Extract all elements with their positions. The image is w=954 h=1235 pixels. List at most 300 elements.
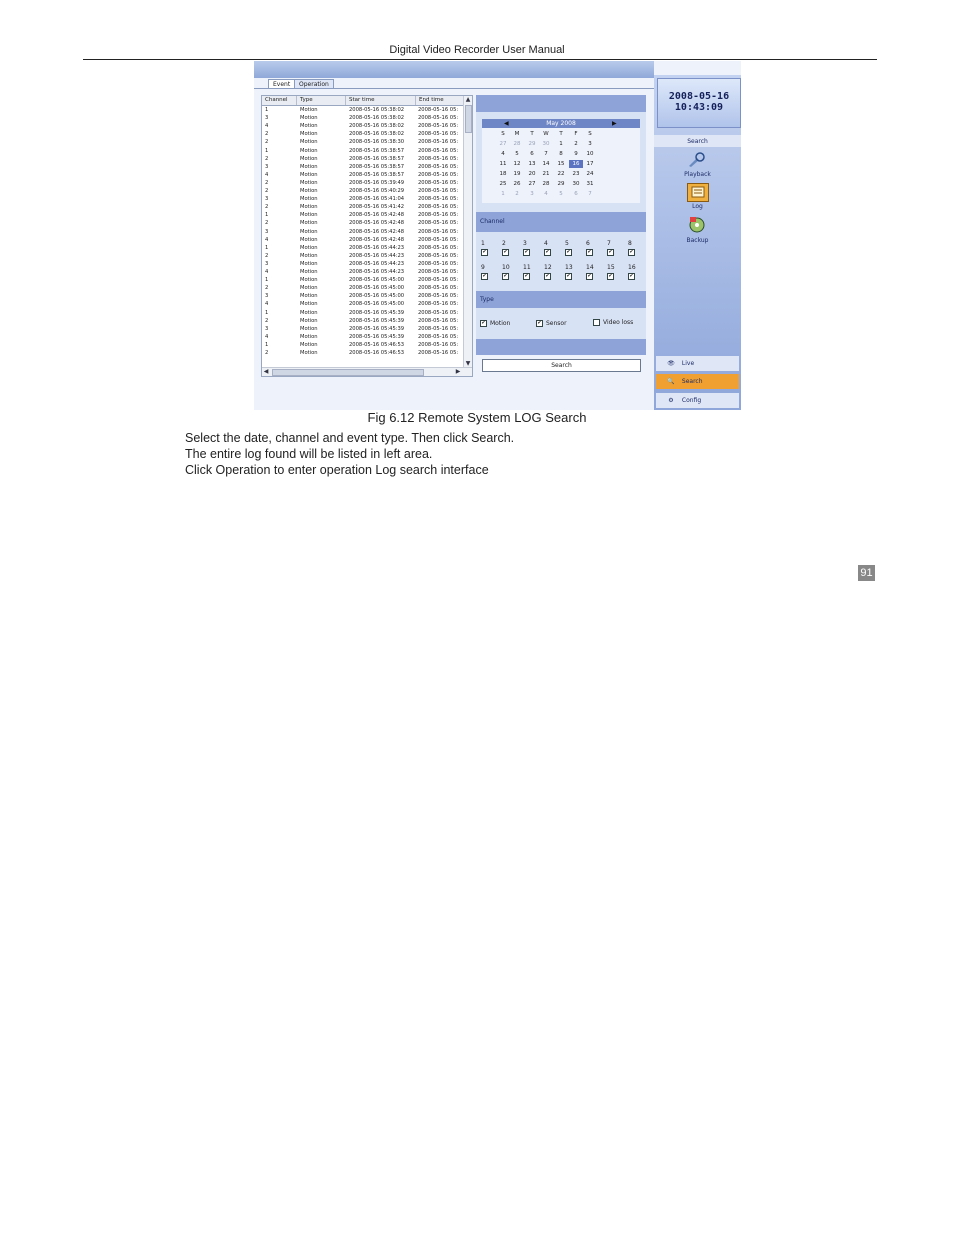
- type-section-label: Type: [480, 296, 494, 303]
- channel-checkbox[interactable]: ✔: [629, 249, 634, 255]
- cell-start-time: 2008-05-16 05:38:57: [349, 171, 405, 178]
- calendar-day[interactable]: 3: [588, 141, 592, 147]
- cell-end-time: 2008-05-16 05:: [418, 293, 459, 300]
- channel-checkbox[interactable]: ✔: [545, 273, 550, 279]
- filter-footer-bar: [476, 339, 646, 355]
- cell-end-time: 2008-05-16 05:: [418, 179, 459, 186]
- clock-display: [657, 78, 741, 128]
- channel-checkbox[interactable]: ✔: [524, 273, 529, 279]
- channel-checkbox[interactable]: ✔: [587, 249, 592, 255]
- channel-header-bar: [476, 212, 646, 232]
- table-row[interactable]: [262, 106, 464, 114]
- cell-type: Motion: [300, 171, 318, 178]
- cell-type: Motion: [300, 139, 318, 146]
- weekday-header: S: [588, 131, 592, 137]
- cell-type: Motion: [300, 333, 318, 340]
- column-header-start-time[interactable]: Star time: [346, 96, 416, 105]
- calendar-month-label: May 2008: [482, 119, 640, 128]
- channel-number: 10: [502, 264, 510, 271]
- cell-channel: 4: [265, 171, 269, 178]
- log-table: [261, 95, 473, 377]
- cell-channel: 2: [265, 285, 269, 292]
- cell-channel: 2: [265, 252, 269, 259]
- cell-channel: 2: [265, 155, 269, 162]
- weekday-header: S: [501, 131, 505, 137]
- cell-type: Motion: [300, 196, 318, 203]
- channel-checkbox[interactable]: ✔: [587, 273, 592, 279]
- cell-start-time: 2008-05-16 05:38:57: [349, 155, 405, 162]
- table-row[interactable]: [262, 195, 464, 203]
- channel-number: 5: [565, 240, 569, 247]
- cell-type: Motion: [300, 285, 318, 292]
- table-row[interactable]: [262, 284, 464, 292]
- cell-end-time: 2008-05-16 05:: [418, 228, 459, 235]
- cell-end-time: 2008-05-16 05:: [418, 350, 459, 356]
- scroll-up-icon[interactable]: ▲: [465, 96, 471, 103]
- cell-type: Motion: [300, 350, 318, 356]
- channel-number: 4: [544, 240, 548, 247]
- cell-channel: 1: [265, 107, 269, 113]
- column-header-channel[interactable]: Channel: [262, 96, 297, 105]
- cell-type: Motion: [300, 244, 318, 251]
- cell-end-time: 2008-05-16 05:: [418, 269, 459, 275]
- channel-checkbox[interactable]: ✔: [503, 273, 508, 279]
- cell-start-time: 2008-05-16 05:45:39: [349, 317, 405, 324]
- table-row[interactable]: [262, 317, 464, 325]
- channel-checkbox[interactable]: ✔: [566, 273, 571, 279]
- eye-icon: 👁: [667, 360, 675, 367]
- cell-channel: 3: [265, 325, 269, 332]
- cell-end-time: 2008-05-16 05:: [418, 252, 459, 259]
- weekday-header: W: [543, 131, 549, 137]
- calendar-day[interactable]: 4: [501, 151, 505, 157]
- table-row[interactable]: [262, 325, 464, 333]
- channel-number: 3: [523, 240, 527, 247]
- channel-number: 16: [628, 264, 636, 271]
- log-search-button[interactable]: Search: [482, 359, 641, 372]
- cell-channel: 2: [265, 131, 269, 138]
- cell-channel: 1: [265, 147, 269, 154]
- cell-channel: 4: [265, 236, 269, 243]
- calendar-day[interactable]: 1: [501, 191, 505, 197]
- cell-type: Motion: [300, 163, 318, 170]
- cell-end-time: 2008-05-16 05:: [418, 333, 459, 340]
- channel-checkbox[interactable]: ✔: [608, 249, 613, 255]
- motion-label: Motion: [490, 320, 511, 327]
- gear-icon: ⚙: [668, 397, 674, 404]
- cell-end-time: 2008-05-16 05:: [418, 309, 459, 316]
- live-button[interactable]: [656, 356, 739, 371]
- table-row[interactable]: [262, 276, 464, 284]
- table-row[interactable]: [262, 130, 464, 138]
- cell-type: Motion: [300, 236, 318, 243]
- table-row[interactable]: [262, 228, 464, 236]
- channel-section-label: Channel: [480, 218, 505, 225]
- remote-log-search-screenshot: [254, 61, 741, 410]
- cell-type: Motion: [300, 131, 318, 138]
- backup-icon[interactable]: [687, 216, 707, 233]
- calendar-day[interactable]: 9: [574, 151, 578, 157]
- cell-channel: 3: [265, 196, 269, 203]
- table-row[interactable]: [262, 179, 464, 187]
- table-row[interactable]: [262, 114, 464, 122]
- cell-start-time: 2008-05-16 05:44:23: [349, 252, 405, 259]
- config-button[interactable]: [656, 393, 739, 408]
- cell-channel: 4: [265, 123, 269, 130]
- cell-end-time: 2008-05-16 05:: [418, 285, 459, 292]
- calendar-day[interactable]: 21: [542, 171, 550, 177]
- filter-panel: [476, 95, 646, 355]
- calendar-day[interactable]: 1: [559, 141, 563, 147]
- horizontal-scrollbar[interactable]: [262, 367, 472, 376]
- cell-end-time: 2008-05-16 05:: [418, 204, 459, 211]
- cell-start-time: 2008-05-16 05:38:02: [349, 107, 405, 113]
- page-header-title: Digital Video Recorder User Manual: [389, 44, 565, 56]
- calendar-day[interactable]: 13: [528, 161, 536, 167]
- cell-start-time: 2008-05-16 05:38:02: [349, 115, 405, 122]
- hscroll-thumb[interactable]: [272, 369, 424, 376]
- cell-channel: 4: [265, 301, 269, 308]
- table-row[interactable]: [262, 333, 464, 341]
- prev-month-icon[interactable]: ◀: [504, 120, 509, 127]
- cell-channel: 2: [265, 317, 269, 324]
- calendar-day[interactable]: 25: [499, 181, 507, 187]
- calendar-day[interactable]: 18: [499, 171, 507, 177]
- vertical-scrollbar[interactable]: [463, 96, 472, 368]
- scroll-right-icon[interactable]: ▶: [455, 368, 461, 375]
- cell-start-time: 2008-05-16 05:46:53: [349, 341, 405, 348]
- calendar-day[interactable]: 11: [499, 161, 507, 167]
- type-header-bar: [476, 291, 646, 308]
- channel-checkbox[interactable]: ✔: [566, 249, 571, 255]
- channel-number: 9: [481, 264, 485, 271]
- log-table-header: [262, 96, 472, 106]
- calendar-day[interactable]: 6: [530, 151, 534, 157]
- weekday-header: T: [530, 131, 534, 137]
- cell-end-time: 2008-05-16 05:: [418, 301, 459, 308]
- cell-end-time: 2008-05-16 05:: [418, 341, 459, 348]
- video-loss-checkbox[interactable]: [593, 319, 600, 326]
- sensor-label: Sensor: [546, 320, 567, 327]
- next-month-icon[interactable]: ▶: [612, 120, 617, 127]
- live-button-label: Live: [681, 360, 695, 367]
- cell-end-time: 2008-05-16 05:: [418, 220, 459, 227]
- motion-checkbox[interactable]: ✔: [481, 320, 486, 326]
- cell-type: Motion: [300, 188, 318, 194]
- calendar-day[interactable]: 26: [513, 181, 521, 187]
- cell-channel: 1: [265, 244, 269, 251]
- table-row[interactable]: [262, 171, 464, 179]
- table-row[interactable]: [262, 147, 464, 155]
- cell-type: Motion: [300, 252, 318, 259]
- paragraph-3: Click Operation to enter operation Log search interface: [185, 463, 489, 477]
- calendar-day[interactable]: 27: [528, 181, 536, 187]
- config-button-label: Config: [681, 397, 702, 404]
- cell-end-time: 2008-05-16 05:: [418, 115, 459, 122]
- cell-channel: 1: [265, 277, 269, 284]
- cell-channel: 3: [265, 260, 269, 267]
- table-row[interactable]: [262, 138, 464, 146]
- side-search-button-label: Search: [681, 378, 703, 385]
- cell-end-time: 2008-05-16 05:: [418, 147, 459, 154]
- column-header-end-time[interactable]: End time: [416, 96, 464, 105]
- cell-start-time: 2008-05-16 05:44:23: [349, 269, 405, 275]
- calendar-day[interactable]: 12: [513, 161, 521, 167]
- side-panel: [654, 75, 741, 410]
- table-row[interactable]: [262, 309, 464, 317]
- cell-type: Motion: [300, 325, 318, 332]
- cell-end-time: 2008-05-16 05:: [418, 277, 459, 284]
- cell-type: Motion: [300, 220, 318, 227]
- tab-operation[interactable]: Operation: [294, 79, 334, 89]
- playback-icon[interactable]: [687, 152, 707, 168]
- cell-start-time: 2008-05-16 05:45:00: [349, 277, 405, 284]
- weekday-header: M: [514, 131, 520, 137]
- table-row[interactable]: [262, 155, 464, 163]
- scroll-down-icon[interactable]: ▼: [465, 360, 471, 367]
- cell-type: Motion: [300, 228, 318, 235]
- cell-type: Motion: [300, 260, 318, 267]
- cell-channel: 3: [265, 293, 269, 300]
- cell-end-time: 2008-05-16 05:: [418, 107, 459, 113]
- channel-number: 15: [607, 264, 615, 271]
- calendar-day[interactable]: 31: [586, 181, 594, 187]
- scroll-left-icon[interactable]: ◀: [263, 368, 269, 375]
- side-search-button[interactable]: [656, 374, 739, 389]
- calendar-day[interactable]: 28: [513, 141, 521, 147]
- channel-number: 11: [523, 264, 531, 271]
- cell-end-time: 2008-05-16 05:: [418, 139, 459, 146]
- table-row[interactable]: [262, 300, 464, 308]
- calendar-day[interactable]: 2: [515, 191, 519, 197]
- cell-start-time: 2008-05-16 05:41:42: [349, 204, 405, 211]
- calendar-day[interactable]: 28: [542, 181, 550, 187]
- clock-time: 10:43:09: [674, 102, 724, 113]
- table-row[interactable]: [262, 187, 464, 195]
- cell-type: Motion: [300, 309, 318, 316]
- side-search-label: Search: [687, 138, 708, 145]
- cell-end-time: 2008-05-16 05:: [418, 163, 459, 170]
- table-row[interactable]: [262, 122, 464, 130]
- weekday-header: F: [574, 131, 578, 137]
- cell-start-time: 2008-05-16 05:38:02: [349, 123, 405, 130]
- cell-start-time: 2008-05-16 05:38:02: [349, 131, 405, 138]
- cell-type: Motion: [300, 317, 318, 324]
- cell-channel: 2: [265, 350, 269, 356]
- channel-checkbox[interactable]: ✔: [524, 249, 529, 255]
- cell-type: Motion: [300, 269, 318, 275]
- cell-start-time: 2008-05-16 05:45:00: [349, 293, 405, 300]
- channel-number: 6: [586, 240, 590, 247]
- cell-channel: 4: [265, 333, 269, 340]
- table-row[interactable]: [262, 268, 464, 276]
- cell-start-time: 2008-05-16 05:41:04: [349, 196, 405, 203]
- calendar-day[interactable]: 6: [574, 191, 578, 197]
- calendar-day[interactable]: 5: [559, 191, 563, 197]
- calendar-day[interactable]: 10: [586, 151, 594, 157]
- clock-date: 2008-05-16: [668, 91, 730, 102]
- tab-event[interactable]: Event: [268, 79, 295, 89]
- cell-type: Motion: [300, 147, 318, 154]
- calendar-day[interactable]: 24: [586, 171, 594, 177]
- calendar-day[interactable]: 5: [515, 151, 519, 157]
- cell-channel: 1: [265, 309, 269, 316]
- playback-label: Playback: [684, 171, 711, 178]
- cell-start-time: 2008-05-16 05:44:23: [349, 244, 405, 251]
- cell-end-time: 2008-05-16 05:: [418, 236, 459, 243]
- calendar: [482, 119, 640, 203]
- table-row[interactable]: [262, 211, 464, 219]
- cell-start-time: 2008-05-16 05:38:30: [349, 139, 405, 146]
- cell-start-time: 2008-05-16 05:44:23: [349, 260, 405, 267]
- calendar-day[interactable]: 3: [530, 191, 534, 197]
- table-row[interactable]: [262, 203, 464, 211]
- search-icon: 🔍: [667, 378, 675, 385]
- cell-type: Motion: [300, 341, 318, 348]
- channel-number: 12: [544, 264, 552, 271]
- cell-start-time: 2008-05-16 05:42:48: [349, 228, 405, 235]
- table-row[interactable]: [262, 219, 464, 227]
- window-top-bar: [254, 61, 654, 78]
- table-row[interactable]: [262, 349, 464, 357]
- cell-start-time: 2008-05-16 05:45:39: [349, 325, 405, 332]
- sensor-checkbox[interactable]: ✔: [537, 320, 542, 326]
- header-rule: [83, 59, 877, 60]
- paragraph-1: Select the date, channel and event type. Then click Search.: [185, 431, 515, 445]
- cell-channel: 2: [265, 139, 269, 146]
- cell-start-time: 2008-05-16 05:40:29: [349, 188, 405, 194]
- table-row[interactable]: [262, 341, 464, 349]
- calendar-day[interactable]: 20: [528, 171, 536, 177]
- page-number: 91: [858, 565, 875, 581]
- calendar-day[interactable]: 29: [557, 181, 565, 187]
- calendar-day[interactable]: 27: [499, 141, 507, 147]
- table-row[interactable]: [262, 252, 464, 260]
- channel-number: 8: [628, 240, 632, 247]
- channel-checkbox[interactable]: ✔: [503, 249, 508, 255]
- calendar-day[interactable]: 30: [572, 181, 580, 187]
- calendar-day[interactable]: 7: [588, 191, 592, 197]
- cell-start-time: 2008-05-16 05:45:00: [349, 285, 405, 292]
- backup-label: Backup: [686, 237, 709, 244]
- figure-caption: Fig 6.12 Remote System LOG Search: [367, 410, 587, 425]
- calendar-header-bar: [476, 95, 646, 112]
- calendar-day[interactable]: 30: [542, 141, 550, 147]
- calendar-day[interactable]: 19: [513, 171, 521, 177]
- cell-type: Motion: [300, 212, 318, 219]
- cell-channel: 3: [265, 115, 269, 122]
- cell-start-time: 2008-05-16 05:45:39: [349, 333, 405, 340]
- calendar-day[interactable]: 2: [574, 141, 578, 147]
- channel-checkbox[interactable]: ✔: [629, 273, 634, 279]
- cell-end-time: 2008-05-16 05:: [418, 171, 459, 178]
- calendar-day[interactable]: 4: [544, 191, 548, 197]
- cell-channel: 2: [265, 204, 269, 211]
- cell-channel: 2: [265, 220, 269, 227]
- scroll-thumb[interactable]: [465, 105, 472, 133]
- cell-type: Motion: [300, 293, 318, 300]
- cell-end-time: 2008-05-16 05:: [418, 155, 459, 162]
- channel-checkbox[interactable]: ✔: [482, 249, 487, 255]
- cell-start-time: 2008-05-16 05:38:57: [349, 147, 405, 154]
- channel-checkbox[interactable]: ✔: [482, 273, 487, 279]
- cell-end-time: 2008-05-16 05:: [418, 212, 459, 219]
- cell-type: Motion: [300, 179, 318, 186]
- cell-type: Motion: [300, 301, 318, 308]
- calendar-day[interactable]: 15: [557, 161, 565, 167]
- cell-channel: 1: [265, 341, 269, 348]
- cell-type: Motion: [300, 155, 318, 162]
- cell-end-time: 2008-05-16 05:: [418, 188, 459, 194]
- table-row[interactable]: [262, 260, 464, 268]
- cell-end-time: 2008-05-16 05:: [418, 325, 459, 332]
- table-row[interactable]: [262, 163, 464, 171]
- cell-end-time: 2008-05-16 05:: [418, 123, 459, 130]
- cell-end-time: 2008-05-16 05:: [418, 131, 459, 138]
- calendar-day[interactable]: 22: [557, 171, 565, 177]
- calendar-day[interactable]: 23: [572, 171, 580, 177]
- cell-channel: 2: [265, 179, 269, 186]
- log-label: Log: [692, 203, 703, 210]
- cell-channel: 3: [265, 163, 269, 170]
- calendar-day[interactable]: 8: [559, 151, 563, 157]
- video-loss-label: Video loss: [603, 319, 634, 326]
- channel-number: 1: [481, 240, 485, 247]
- calendar-day[interactable]: 17: [586, 161, 594, 167]
- cell-start-time: 2008-05-16 05:42:48: [349, 220, 405, 227]
- cell-start-time: 2008-05-16 05:46:53: [349, 350, 405, 356]
- cell-channel: 1: [265, 212, 269, 219]
- channel-number: 14: [586, 264, 594, 271]
- calendar-day[interactable]: 14: [542, 161, 550, 167]
- cell-start-time: 2008-05-16 05:45:00: [349, 301, 405, 308]
- column-header-type[interactable]: Type: [297, 96, 346, 105]
- calendar-day[interactable]: 7: [544, 151, 548, 157]
- cell-channel: 2: [265, 188, 269, 194]
- cell-start-time: 2008-05-16 05:42:48: [349, 236, 405, 243]
- cell-type: Motion: [300, 107, 318, 113]
- channel-number: 7: [607, 240, 611, 247]
- channel-number: 13: [565, 264, 573, 271]
- tab-underline: [254, 88, 654, 89]
- cell-type: Motion: [300, 277, 318, 284]
- channel-checkbox[interactable]: ✔: [545, 249, 550, 255]
- cell-end-time: 2008-05-16 05:: [418, 244, 459, 251]
- cell-type: Motion: [300, 204, 318, 211]
- calendar-day[interactable]: 16: [569, 160, 583, 168]
- cell-channel: 4: [265, 269, 269, 275]
- cell-start-time: 2008-05-16 05:38:57: [349, 163, 405, 170]
- table-row[interactable]: [262, 292, 464, 300]
- cell-type: Motion: [300, 123, 318, 130]
- table-row[interactable]: [262, 236, 464, 244]
- channel-number: 2: [502, 240, 506, 247]
- table-row[interactable]: [262, 244, 464, 252]
- calendar-day[interactable]: 29: [528, 141, 536, 147]
- cell-channel: 3: [265, 228, 269, 235]
- weekday-header: T: [559, 131, 563, 137]
- cell-type: Motion: [300, 115, 318, 122]
- cell-start-time: 2008-05-16 05:42:48: [349, 212, 405, 219]
- channel-checkbox[interactable]: ✔: [608, 273, 613, 279]
- cell-end-time: 2008-05-16 05:: [418, 317, 459, 324]
- cell-end-time: 2008-05-16 05:: [418, 260, 459, 267]
- cell-end-time: 2008-05-16 05:: [418, 196, 459, 203]
- log-icon[interactable]: [687, 183, 709, 202]
- paragraph-2: The entire log found will be listed in left area.: [185, 447, 433, 461]
- cell-start-time: 2008-05-16 05:45:39: [349, 309, 405, 316]
- cell-start-time: 2008-05-16 05:39:49: [349, 179, 405, 186]
